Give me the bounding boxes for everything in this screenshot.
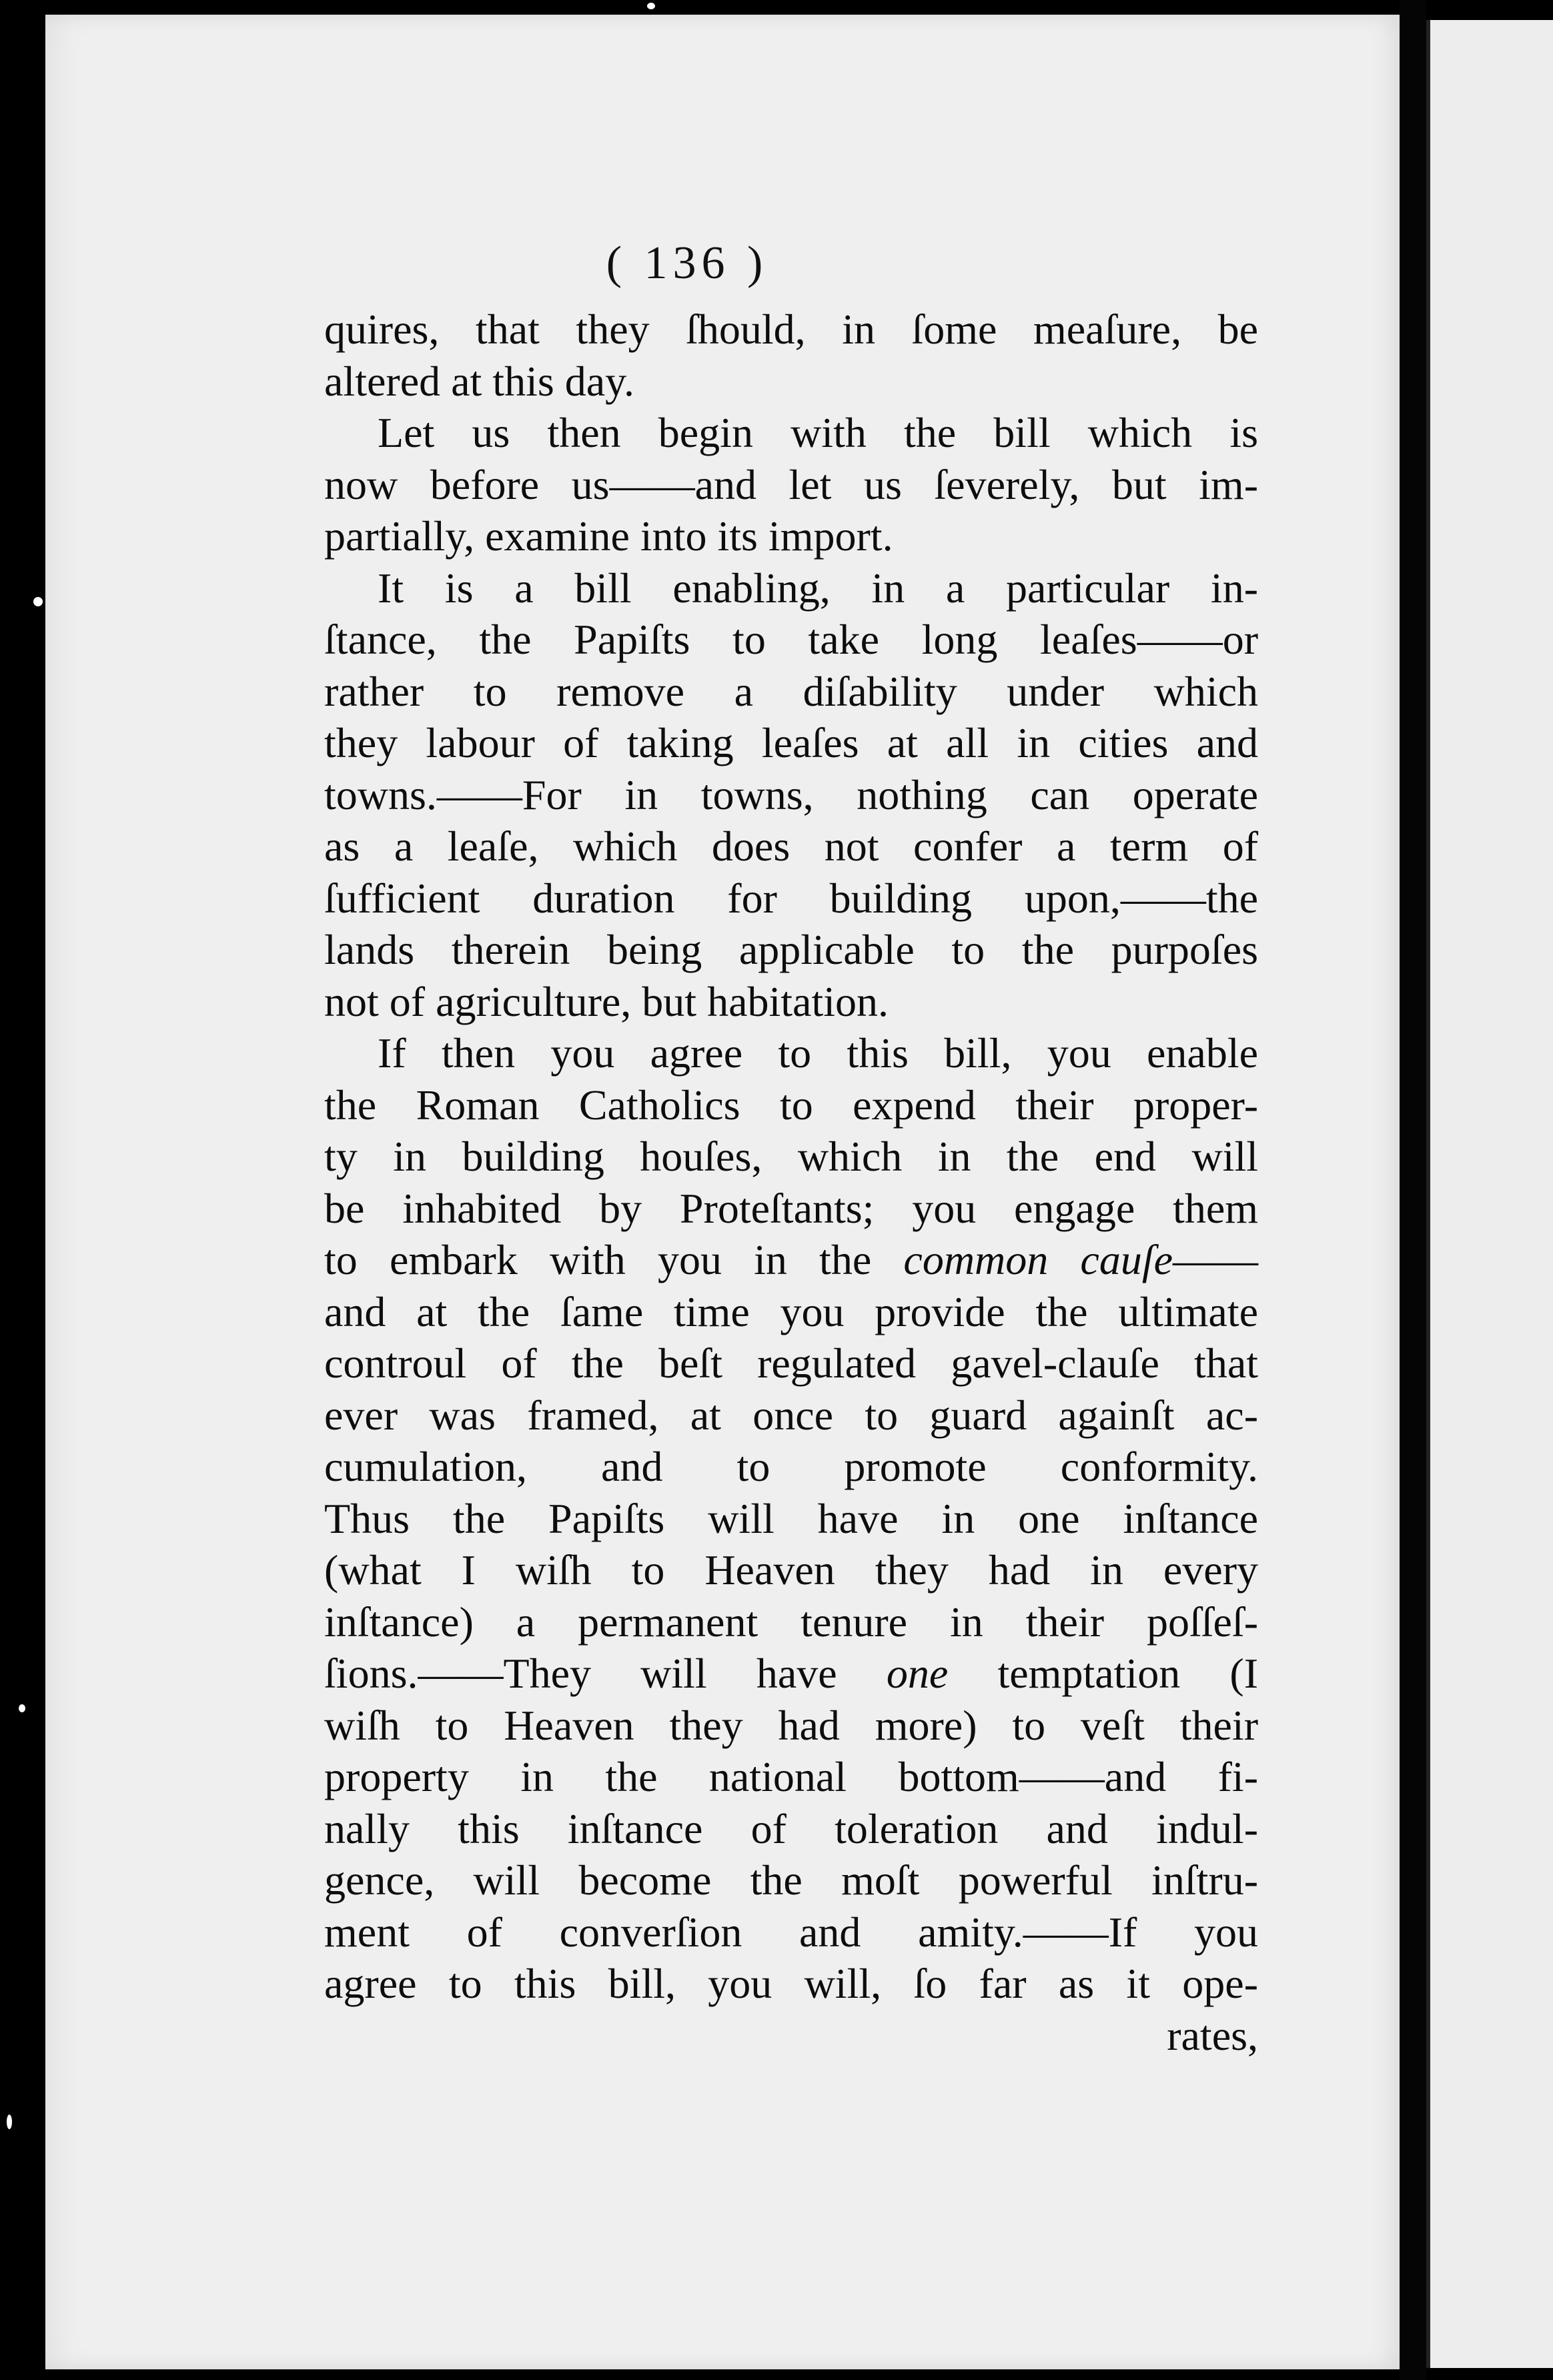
text-line: towns.——For in towns, nothing can operate [324,770,1258,818]
text-line: controul of the beſt regulated gavel-clauſe that [324,1339,1258,1387]
text-line: and at the ſame time you provide the ultimate [324,1287,1258,1335]
text-line: wiſh to Heaven they had more) to veſt their [324,1701,1258,1749]
text-line: not of agriculture, but habitation. [324,977,889,1025]
catchword: rates, [1167,2011,1258,2059]
scan-speck [7,2115,12,2129]
body-text [324,304,1258,2061]
text-line: Thus the Papiſts will have in one inſtance [324,1494,1258,1542]
text-line: gence, will become the moſt powerful inſtru- [324,1856,1258,1904]
text-line: altered at this day. [324,357,634,405]
text-line: as a leaſe, which does not confer a term of [324,822,1258,870]
text-line: rather to remove a diſability under which [324,667,1258,715]
text-segment: to embark with you in the [324,1236,904,1283]
text-line: ſtance, the Papiſts to take long leaſes——or [324,616,1258,663]
text-line: ſufficient duration for building upon,——the [324,874,1258,922]
text-line: ment of converſion and amity.——If you [324,1908,1258,1956]
text-line: inſtance) a permanent tenure in their poſſeſ- [324,1598,1258,1646]
text-line: the Roman Catholics to expend their proper- [324,1081,1258,1129]
text-segment: —— [1173,1236,1259,1283]
text-segment: ſions.——They will have [324,1650,887,1697]
text-line: It is a bill enabling, in a particular in- [378,564,1258,612]
page-number: ( 136 ) [606,237,768,289]
text-line: now before us——and let us ſeverely, but im- [324,460,1258,508]
scan-speck [33,597,43,606]
text-line: If then you agree to this bill, you enable [378,1029,1258,1077]
text-line [324,1234,1258,1286]
facing-page-edge [1426,20,1553,2368]
scan-speck [647,3,655,9]
scan-speck [19,1704,25,1712]
text-line: agree to this bill, you will, ſo far as it ope- [324,1960,1258,2007]
italic-text: one [886,1650,949,1697]
text-line: nally this inſtance of toleration and indul- [324,1804,1258,1852]
text-line: (what I wiſh to Heaven they had in every [324,1546,1258,1594]
text-line: lands therein being applicable to the purpoſes [324,926,1258,973]
text-line: quires, that they ſhould, in ſome meaſure, be [324,306,1258,353]
text-line: they labour of taking leaſes at all in cities and [324,719,1258,766]
text-line: cumulation, and to promote conformity. [324,1443,1258,1490]
text-line [324,1648,1258,1700]
text-line: partially, examine into its import. [324,512,893,560]
text-line: ty in building houſes, which in the end will [324,1133,1258,1180]
page-gutter [1400,0,1426,2380]
text-line: ever was framed, at once to guard againſt ac- [324,1391,1258,1439]
text-segment: temptation (I [948,1650,1259,1697]
text-line: be inhabited by Proteſtants; you engage them [324,1184,1258,1232]
text-line: Let us then begin with the bill which is [378,409,1258,456]
italic-text: common cauſe [903,1236,1173,1283]
text-line: property in the national bottom——and fi- [324,1753,1258,1800]
